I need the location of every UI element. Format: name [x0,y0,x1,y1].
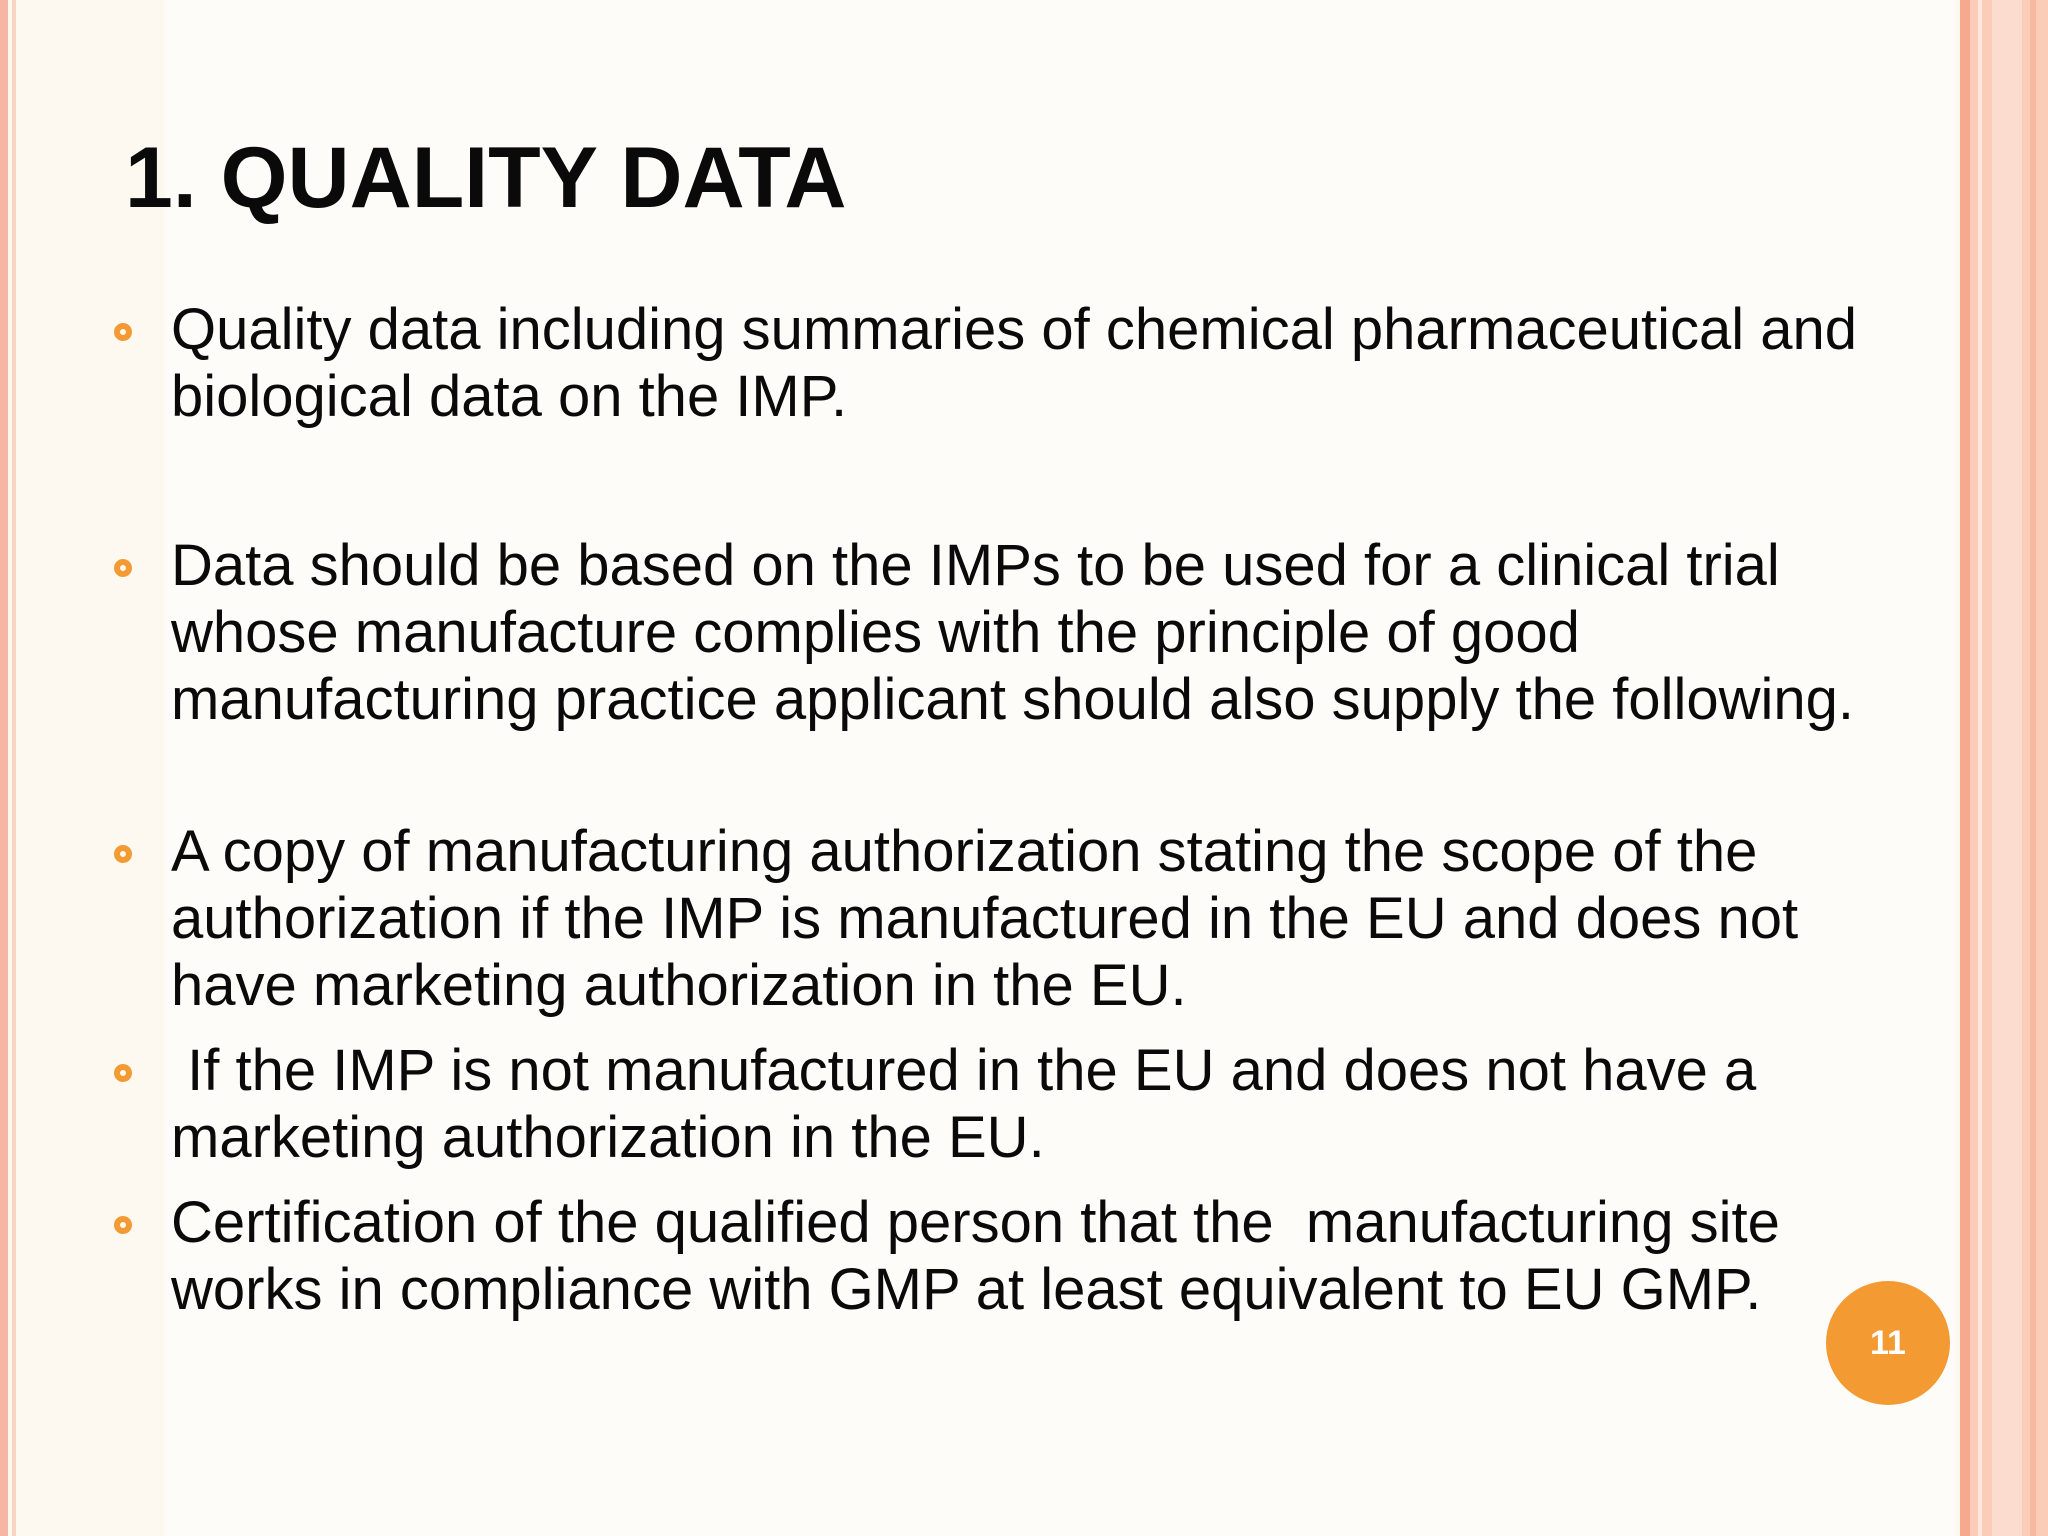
circle-bullet-icon [114,845,132,863]
right-border-stripe [2030,0,2036,1536]
bullet-text: Quality data including summaries of chemical pharmaceutical and biological data on the IMP. [171,297,1874,429]
left-border-stripe [0,0,8,1536]
slide-title: 1. QUALITY DATA [125,130,847,226]
circle-bullet-icon [114,559,132,577]
right-border-stripe [1960,0,1970,1536]
bullet-text: If the IMP is not manufactured in the EU and does not have a marketing authorization in the EU. [171,1038,1773,1170]
circle-bullet-icon [114,1064,132,1082]
bullet-text: A copy of manufacturing authorization stating the scope of the authorization if the IMP is manufactured in the EU and does not have marketing authorization in the EU. [171,819,1815,1018]
left-border-stripe-inner [12,0,16,1536]
circle-bullet-icon [114,1216,132,1234]
bullet-text: Certification of the qualified person that the manufacturing site works in compliance with GMP at least equivalent to EU GMP. [171,1190,1796,1322]
right-border-stripe [1992,0,2022,1536]
circle-bullet-icon [114,323,132,341]
page-number-badge: 11 [1826,1281,1950,1405]
right-border-stripe [1978,0,1982,1536]
bullet-text: Data should be based on the IMPs to be used for a clinical trial whose manufacture complies with the principle of good manufacturing practice applicant should also supply the following. [171,533,1854,732]
